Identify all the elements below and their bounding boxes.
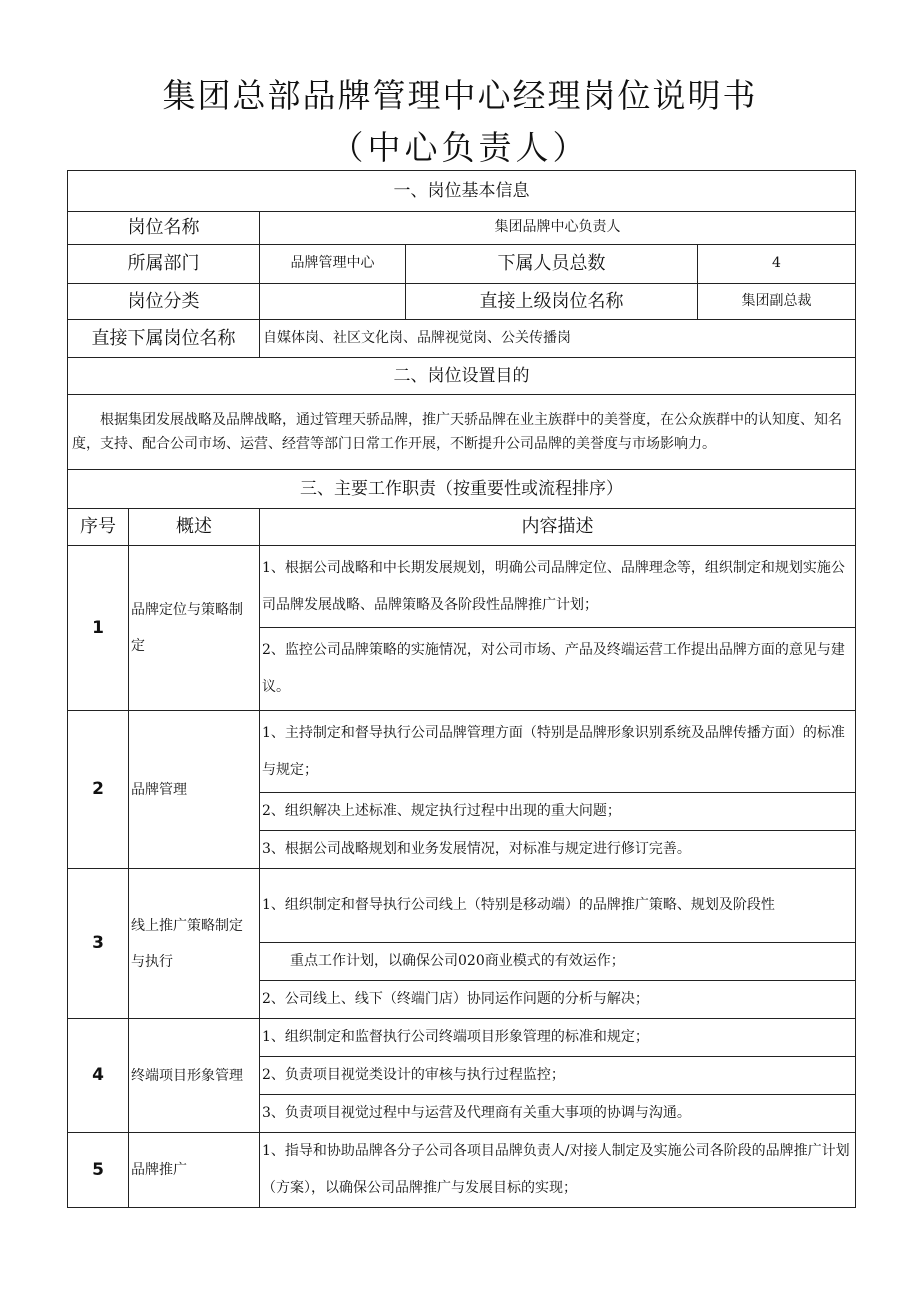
document-subtitle: （中心负责人） (330, 128, 590, 167)
duties-header-row (68, 509, 856, 546)
duty-row (68, 869, 856, 943)
duty-content-line: 2、组织解决上述标准、规定执行过程中出现的重大问题； (260, 793, 856, 831)
subordinate-positions-value: 自媒体岗、社区文化岗、品牌视觉岗、公关传播岗 (260, 320, 856, 358)
job-description-table (67, 170, 856, 1208)
duty-content-line: 2、监控公司品牌策略的实施情况，对公司市场、产品及终端运营工作提出品牌方面的意见与建议。 (260, 628, 856, 711)
duty-summary: 品牌管理 (129, 711, 260, 869)
subordinate-positions-label: 直接下属岗位名称 (68, 320, 260, 358)
duty-summary: 品牌定位与策略制定 (129, 546, 260, 711)
duty-number: 2 (68, 711, 129, 869)
staff-count-label: 下属人员总数 (406, 245, 698, 284)
basic-info-heading-row (68, 171, 856, 212)
position-category-label: 岗位分类 (68, 284, 260, 320)
duty-summary: 终端项目形象管理 (129, 1019, 260, 1133)
duty-number: 3 (68, 869, 129, 1019)
col-header-no: 序号 (68, 509, 129, 546)
position-category-value (260, 284, 406, 320)
duty-content-line: 2、公司线上、线下（终端门店）协同运作问题的分析与解决； (260, 981, 856, 1019)
subordinate-row (68, 320, 856, 358)
purpose-heading-row (68, 358, 856, 395)
duty-number: 4 (68, 1019, 129, 1133)
duty-row (68, 711, 856, 793)
duty-row (68, 546, 856, 628)
duty-content-line: 1、根据公司战略和中长期发展规划，明确公司品牌定位、品牌理念等，组织制定和规划实施公司品牌发展战略、品牌策略及各阶段性品牌推广计划； (260, 546, 856, 628)
basic-info-heading: 一、岗位基本信息 (68, 171, 856, 212)
position-name-label: 岗位名称 (68, 212, 260, 245)
duty-content-line: 1、主持制定和督导执行公司品牌管理方面（特别是品牌形象识别系统及品牌传播方面）的标准与规定； (260, 711, 856, 793)
duties-heading: 三、主要工作职责（按重要性或流程排序） (68, 470, 856, 509)
duty-content-line: 2、负责项目视觉类设计的审核与执行过程监控； (260, 1057, 856, 1095)
duty-number: 5 (68, 1133, 129, 1208)
document-title: 集团总部品牌管理中心经理岗位说明书 (162, 76, 758, 115)
duties-heading-row (68, 470, 856, 509)
purpose-heading: 二、岗位设置目的 (68, 358, 856, 395)
col-header-content: 内容描述 (260, 509, 856, 546)
staff-count-value: 4 (698, 245, 856, 284)
duty-content-line: 重点工作计划，以确保公司020商业模式的有效运作； (260, 943, 856, 981)
duty-content-line: 1、指导和协助品牌各分子公司各项目品牌负责人/对接人制定及实施公司各阶段的品牌推广计划（方案），以确保公司品牌推广与发展目标的实现； (260, 1133, 856, 1208)
purpose-text-row (68, 395, 856, 470)
duty-content-line: 3、负责项目视觉过程中与运营及代理商有关重大事项的协调与沟通。 (260, 1095, 856, 1133)
purpose-text: 根据集团发展战略及品牌战略，通过管理天骄品牌，推广天骄品牌在业主族群中的美誉度，在公众族群中的认知度、知名度，支持、配合公司市场、运营、经营等部门日常工作开展，不断提升公司品牌的美誉度与市场影响力。 (68, 395, 856, 470)
superior-position-label: 直接上级岗位名称 (406, 284, 698, 320)
department-value: 品牌管理中心 (260, 245, 406, 284)
col-header-summary: 概述 (129, 509, 260, 546)
position-name-value: 集团品牌中心负责人 (260, 212, 856, 245)
superior-position-value: 集团副总裁 (698, 284, 856, 320)
category-row (68, 284, 856, 320)
duty-summary: 品牌推广 (129, 1133, 260, 1208)
duty-content-line: 1、组织制定和督导执行公司线上（特别是移动端）的品牌推广策略、规划及阶段性 (260, 869, 856, 943)
duty-summary: 线上推广策略制定与执行 (129, 869, 260, 1019)
department-row (68, 245, 856, 284)
position-name-row (68, 212, 856, 245)
department-label: 所属部门 (68, 245, 260, 284)
duty-row (68, 1133, 856, 1208)
duty-content-line: 1、组织制定和监督执行公司终端项目形象管理的标准和规定； (260, 1019, 856, 1057)
duty-row (68, 1019, 856, 1057)
duty-content-line: 3、根据公司战略规划和业务发展情况，对标准与规定进行修订完善。 (260, 831, 856, 869)
duty-number: 1 (68, 546, 129, 711)
